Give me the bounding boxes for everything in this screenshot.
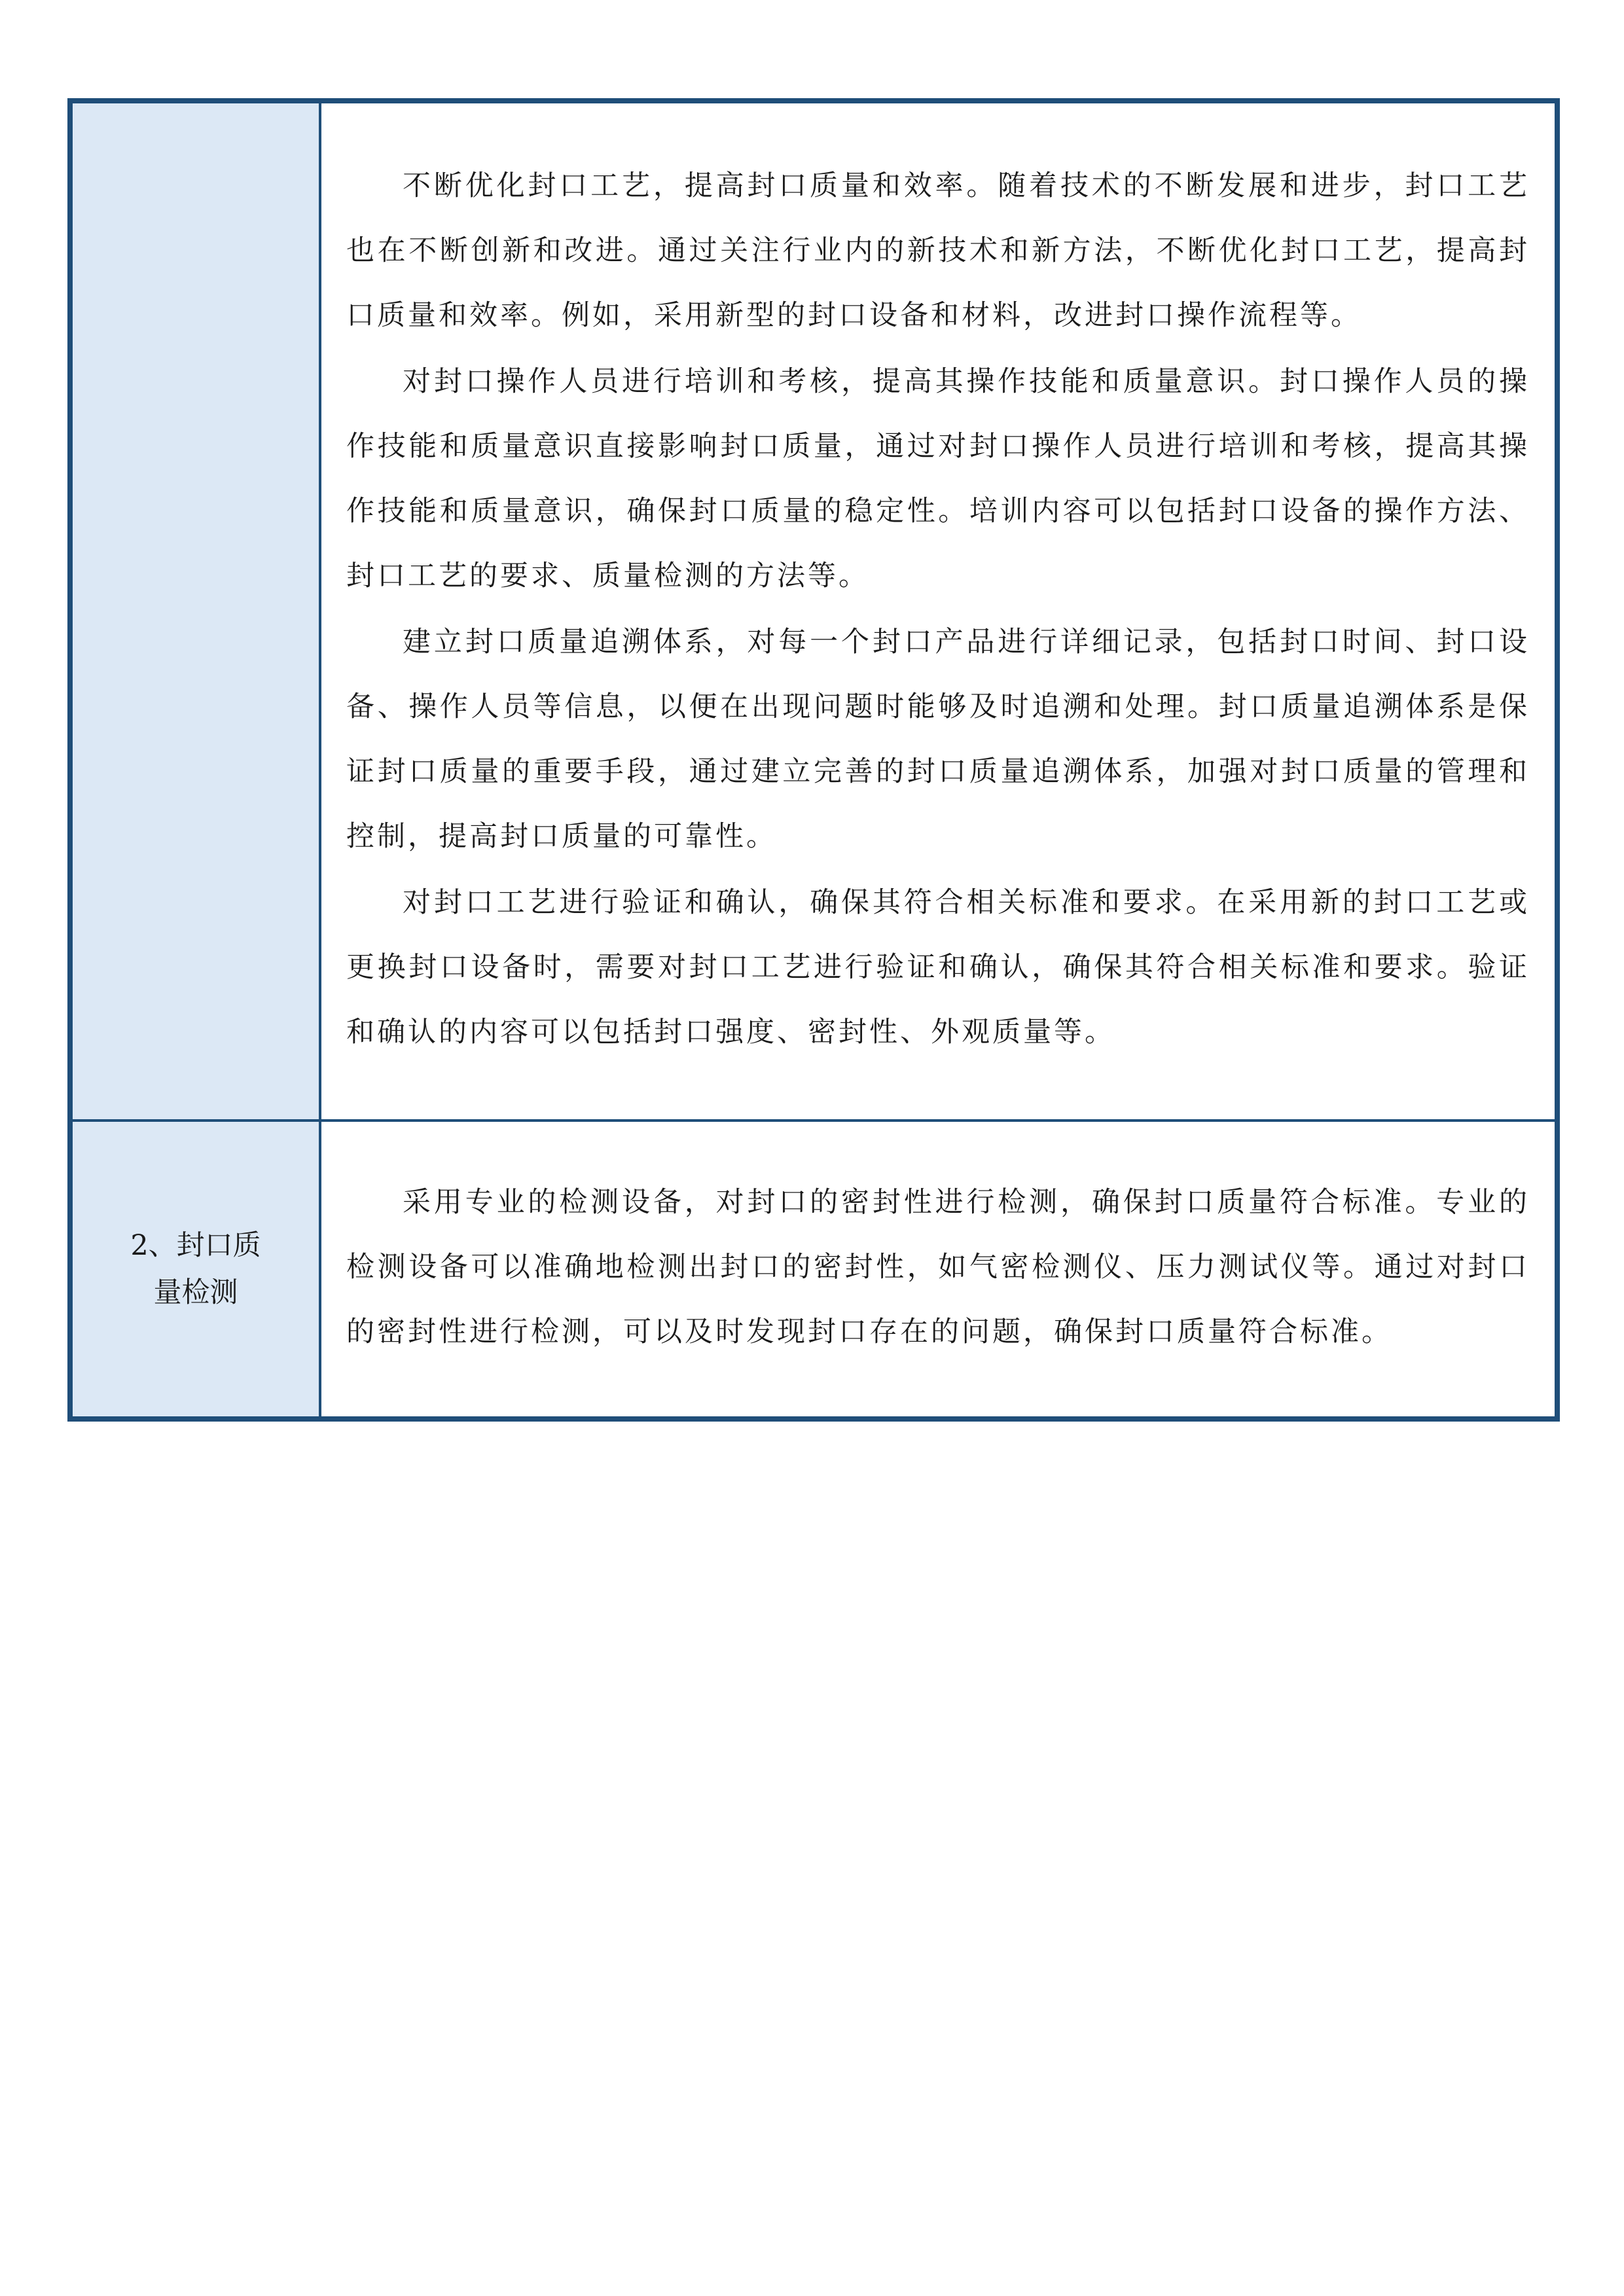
- row-label-cell: [70, 101, 320, 1121]
- table-row: [70, 101, 1557, 1121]
- row-content-cell: [320, 1121, 1557, 1419]
- paragraph: 不断优化封口工艺，提高封口质量和效率。随着技术的不断发展和进步，封口工艺也在不断创新和改进。通过关注行业内的新技术和新方法，不断优化封口工艺，提高封口质量和效率。例如，采用新型的封口设备和材料，改进封口操作流程等。: [346, 170, 1530, 332]
- content-table: [67, 98, 1560, 1422]
- row-label-line: 2、封口质: [130, 1229, 261, 1262]
- paragraph: 对封口工艺进行验证和确认，确保其符合相关标准和要求。在采用新的封口工艺或更换封口设备时，需要对封口工艺进行验证和确认，确保其符合相关标准和要求。验证和确认的内容可以包括封口强度、密封性、外观质量等。: [346, 886, 1530, 1049]
- table-row: [70, 1121, 1557, 1419]
- row-label-cell: [70, 1121, 320, 1419]
- paragraph: 对封口操作人员进行培训和考核，提高其操作技能和质量意识。封口操作人员的操作技能和质量意识直接影响封口质量，通过对封口操作人员进行培训和考核，提高其操作技能和质量意识，确保封口质量的稳定性。培训内容可以包括封口设备的操作方法、封口工艺的要求、质量检测的方法等。: [346, 365, 1530, 592]
- row-label-line: 量检测: [153, 1276, 238, 1309]
- row-content-cell: [320, 101, 1557, 1121]
- paragraph: 采用专业的检测设备，对封口的密封性进行检测，确保封口质量符合标准。专业的检测设备可以准确地检测出封口的密封性，如气密检测仪、压力测试仪等。通过对封口的密封性进行检测，可以及时发现封口存在的问题，确保封口质量符合标准。: [346, 1185, 1530, 1348]
- paragraph: 建立封口质量追溯体系，对每一个封口产品进行详细记录，包括封口时间、封口设备、操作人员等信息，以便在出现问题时能够及时追溯和处理。封口质量追溯体系是保证封口质量的重要手段，通过建立完善的封口质量追溯体系，加强对封口质量的管理和控制，提高封口质量的可靠性。: [346, 626, 1530, 853]
